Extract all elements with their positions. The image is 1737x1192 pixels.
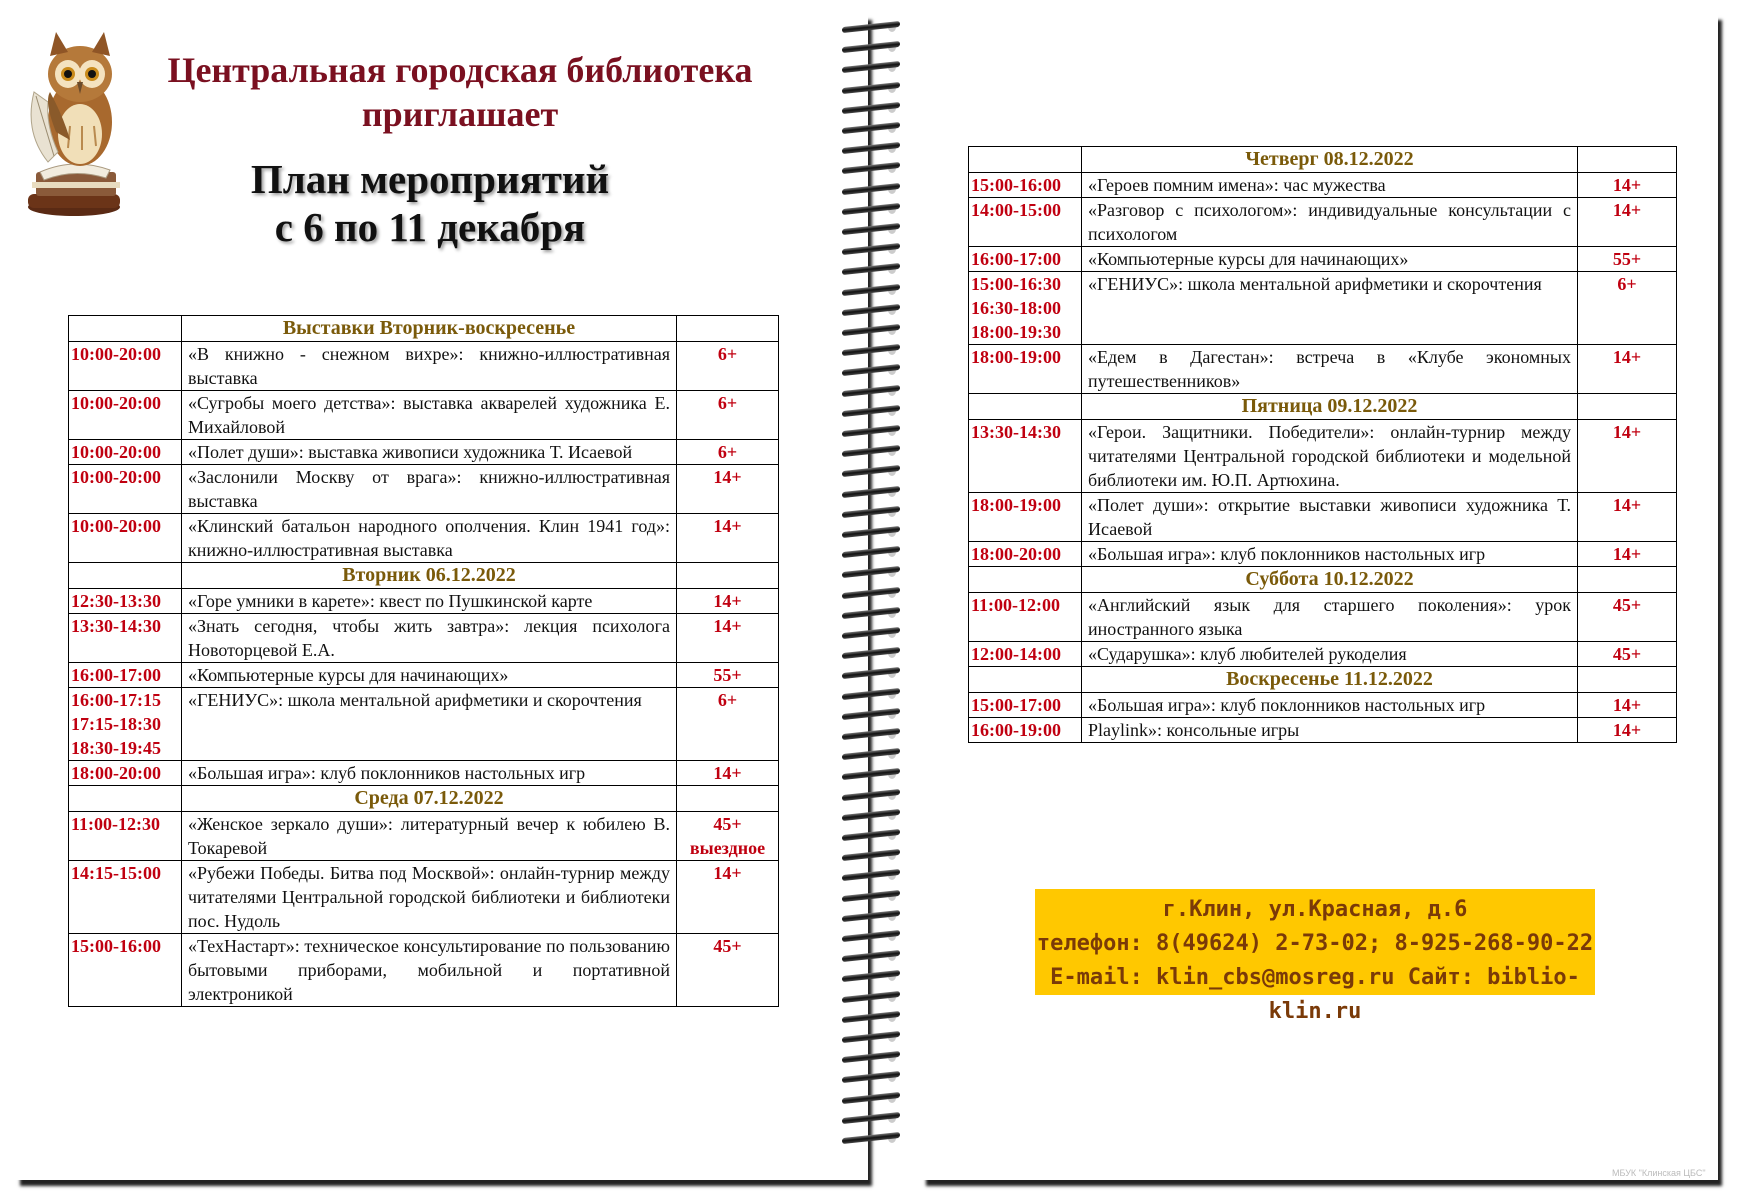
spiral-coil <box>842 123 900 133</box>
spiral-coil <box>842 749 900 759</box>
spiral-coil <box>842 527 900 537</box>
plan-title-line1: План мероприятий <box>250 156 610 202</box>
spiral-coil <box>842 1093 900 1103</box>
event-description: «В книжно - снежном вихре»: книжно-иллюстративная выставка <box>182 342 677 391</box>
library-name: Центральная городская библиотека <box>167 50 753 90</box>
event-time: 16:00-17:00 <box>969 247 1082 272</box>
table-row <box>969 693 1677 718</box>
spiral-coil <box>842 891 900 901</box>
event-description: «Сугробы моего детства»: выставка акварелей художника Е. Михайловой <box>182 391 677 440</box>
age-rating: 14+ <box>1578 493 1677 542</box>
spiral-coil <box>842 305 900 315</box>
event-description: «Клинский батальон народного ополчения. Клин 1941 год»: книжно-иллюстративная выставка <box>182 514 677 563</box>
spiral-coil <box>842 850 900 860</box>
plan-title-line2: с 6 по 11 декабря <box>274 204 586 250</box>
event-time: 13:30-14:30 <box>69 614 182 663</box>
event-description: «Компьютерные курсы для начинающих» <box>182 663 677 688</box>
spiral-coil <box>842 406 900 416</box>
spiral-coil <box>842 588 900 598</box>
table-row <box>969 173 1677 198</box>
event-description: «Заслонили Москву от врага»: книжно-иллюстративная выставка <box>182 465 677 514</box>
event-time: 10:00-20:00 <box>69 514 182 563</box>
spiral-coil <box>842 184 900 194</box>
table-row <box>69 589 779 614</box>
event-time: 14:00-15:00 <box>969 198 1082 247</box>
section-title: Вторник 06.12.2022 <box>182 563 677 589</box>
event-description: «Героев помним имена»: час мужества <box>1082 173 1578 198</box>
event-description: «Герои. Защитники. Победители»: онлайн-турнир между читателями Центральной городской библиотеки и модельной библиотеки им. Ю.П. Артюхина. <box>1082 420 1578 493</box>
invites-text: приглашает <box>361 94 559 134</box>
age-rating: 6+ <box>677 342 779 391</box>
contact-info-box <box>1035 889 1595 1024</box>
event-time: 16:00-17:00 <box>69 663 182 688</box>
age-rating: 45+ <box>1578 593 1677 642</box>
spiral-coil <box>842 769 900 779</box>
spiral-coil <box>842 608 900 618</box>
spiral-coil <box>842 22 900 32</box>
spiral-coil <box>842 830 900 840</box>
age-rating: 14+ <box>1578 693 1677 718</box>
age-rating: 55+ <box>1578 247 1677 272</box>
event-time: 15:00-16:00 <box>969 173 1082 198</box>
table-row <box>69 934 779 1007</box>
section-title: Среда 07.12.2022 <box>182 786 677 812</box>
spiral-coil <box>842 931 900 941</box>
contact-web: E-mail: klin_cbs@mosreg.ru Сайт: biblio-klin.ru <box>1050 965 1580 1024</box>
section-header-exhibitions <box>69 316 779 342</box>
age-rating: 14+ <box>1578 345 1677 394</box>
spiral-coil <box>842 1052 900 1062</box>
event-description: «Большая игра»: клуб поклонников настольных игр <box>1082 693 1578 718</box>
age-rating: 55+ <box>677 663 779 688</box>
section-title: Суббота 10.12.2022 <box>1082 567 1578 593</box>
age-rating: 14+ <box>1578 718 1677 743</box>
section-title: Пятница 09.12.2022 <box>1082 394 1578 420</box>
event-description: «ТехНастарт»: техническое консультирование по пользованию бытовыми приборами, мобильной и портативной электроникой <box>182 934 677 1007</box>
spiral-coil <box>842 365 900 375</box>
event-time: 15:00-16:30 <box>971 274 1061 294</box>
contact-address: г.Клин, ул.Красная, д.6 <box>1162 897 1468 922</box>
spiral-coil <box>842 1032 900 1042</box>
event-description: «Сударушка»: клуб любителей рукоделия <box>1082 642 1578 667</box>
event-time: 10:00-20:00 <box>69 465 182 514</box>
age-rating: 45+ <box>677 934 779 1007</box>
event-description: «Женское зеркало души»: литературный вечер к юбилею В. Токаревой <box>182 812 677 861</box>
table-row <box>69 391 779 440</box>
event-time: 18:00-20:00 <box>69 761 182 786</box>
table-row <box>969 198 1677 247</box>
plan-title <box>130 155 730 251</box>
event-description: «Рубежи Победы. Битва под Москвой»: онлайн-турнир между читателями Центральной городской библиотеки и библиотеки пос. Нудоль <box>182 861 677 934</box>
event-time: 18:00-19:30 <box>971 322 1061 342</box>
table-row <box>69 761 779 786</box>
spiral-coil <box>842 790 900 800</box>
spiral-coil <box>842 951 900 961</box>
spiral-coil <box>842 143 900 153</box>
spiral-coil <box>842 709 900 719</box>
section-title: Выставки Вторник-воскресенье <box>182 316 677 342</box>
event-time: 18:00-19:00 <box>969 493 1082 542</box>
age-rating <box>677 812 779 861</box>
event-description: «Английский язык для старшего поколения»: урок иностранного языка <box>1082 593 1578 642</box>
spiral-coil <box>842 567 900 577</box>
contact-phone: телефон: 8(49624) 2-73-02; 8-925-268-90-22 <box>1036 931 1594 956</box>
table-row <box>969 593 1677 642</box>
spiral-coil <box>842 325 900 335</box>
age-rating: 14+ <box>677 761 779 786</box>
event-time: 10:00-20:00 <box>69 342 182 391</box>
section-header-sunday <box>969 667 1677 693</box>
spiral-coil <box>842 103 900 113</box>
age-rating: 6+ <box>677 440 779 465</box>
spiral-coil <box>842 264 900 274</box>
age-rating: 6+ <box>677 391 779 440</box>
event-times <box>969 272 1082 345</box>
spiral-coil <box>842 204 900 214</box>
event-description: «Едем в Дагестан»: встреча в «Клубе экономных путешественников» <box>1082 345 1578 394</box>
spiral-coil <box>842 1012 900 1022</box>
spiral-coil <box>842 668 900 678</box>
spiral-coil <box>842 507 900 517</box>
age-rating: 14+ <box>1578 198 1677 247</box>
age-rating: 14+ <box>677 465 779 514</box>
table-row <box>969 718 1677 743</box>
spiral-coil <box>842 83 900 93</box>
event-description: «ГЕНИУС»: школа ментальной арифметики и скорочтения <box>182 688 677 761</box>
table-row <box>969 247 1677 272</box>
spiral-coil <box>842 62 900 72</box>
table-row <box>969 345 1677 394</box>
event-time: 11:00-12:00 <box>969 593 1082 642</box>
age-rating: 14+ <box>677 614 779 663</box>
spiral-coil <box>842 285 900 295</box>
table-row <box>69 812 779 861</box>
spiral-coil <box>842 547 900 557</box>
spiral-coil <box>842 244 900 254</box>
spiral-coil <box>842 971 900 981</box>
table-row <box>69 663 779 688</box>
spiral-coil <box>842 386 900 396</box>
spiral-coil <box>842 870 900 880</box>
event-time: 12:00-14:00 <box>969 642 1082 667</box>
table-row <box>69 688 779 761</box>
age-rating: 14+ <box>677 514 779 563</box>
event-description: Playlink»: консольные игры <box>1082 718 1578 743</box>
age-rating: 6+ <box>1578 272 1677 345</box>
event-description: «Большая игра»: клуб поклонников настольных игр <box>182 761 677 786</box>
table-row <box>969 493 1677 542</box>
spiral-coil <box>842 810 900 820</box>
spiral-coil <box>842 911 900 921</box>
event-description: «Разговор с психологом»: индивидуальные консультации с психологом <box>1082 198 1578 247</box>
spiral-coil <box>842 345 900 355</box>
table-row <box>69 861 779 934</box>
section-title: Четверг 08.12.2022 <box>1082 147 1578 173</box>
spiral-coil <box>842 224 900 234</box>
event-description: «Компьютерные курсы для начинающих» <box>1082 247 1578 272</box>
footer-watermark: МБУК "Клинская ЦБС" <box>1612 1168 1706 1178</box>
event-time: 10:00-20:00 <box>69 440 182 465</box>
event-description: «Полет души»: открытие выставки живописи художника Т. Исаевой <box>1082 493 1578 542</box>
section-title: Воскресенье 11.12.2022 <box>1082 667 1578 693</box>
age-rating: 14+ <box>677 589 779 614</box>
event-time: 15:00-17:00 <box>969 693 1082 718</box>
spiral-coil <box>842 1133 900 1143</box>
spiral-coil <box>842 466 900 476</box>
spiral-coil <box>842 42 900 52</box>
spiral-coil <box>842 729 900 739</box>
table-row <box>969 542 1677 567</box>
event-time: 13:30-14:30 <box>969 420 1082 493</box>
event-time: 18:00-20:00 <box>969 542 1082 567</box>
event-description: «Полет души»: выставка живописи художника Т. Исаевой <box>182 440 677 465</box>
event-time: 14:15-15:00 <box>69 861 182 934</box>
spiral-binding <box>838 22 904 1162</box>
event-description: «Горе умники в карете»: квест по Пушкинской карте <box>182 589 677 614</box>
event-time: 17:15-18:30 <box>71 714 161 734</box>
age-note: выездное <box>689 838 766 858</box>
event-description: «Большая игра»: клуб поклонников настольных игр <box>1082 542 1578 567</box>
table-row <box>969 642 1677 667</box>
age-rating: 6+ <box>677 688 779 761</box>
event-description: «ГЕНИУС»: школа ментальной арифметики и скорочтения <box>1082 272 1578 345</box>
age-rating: 14+ <box>1578 173 1677 198</box>
age-rating: 14+ <box>1578 420 1677 493</box>
spiral-coil <box>842 1113 900 1123</box>
section-header-saturday <box>969 567 1677 593</box>
event-times <box>69 688 182 761</box>
table-row <box>69 342 779 391</box>
table-row <box>69 514 779 563</box>
event-description: «Знать сегодня, чтобы жить завтра»: лекция психолога Новоторцевой Е.А. <box>182 614 677 663</box>
owl-illustration <box>14 22 126 217</box>
event-time: 10:00-20:00 <box>69 391 182 440</box>
section-header-tuesday <box>69 563 779 589</box>
age-rating: 45+ <box>1578 642 1677 667</box>
event-time: 16:00-19:00 <box>969 718 1082 743</box>
table-row <box>69 614 779 663</box>
spiral-coil <box>842 487 900 497</box>
spiral-coil <box>842 426 900 436</box>
spiral-coil <box>842 628 900 638</box>
section-header-wednesday <box>69 786 779 812</box>
spiral-coil <box>842 992 900 1002</box>
table-row <box>969 420 1677 493</box>
spiral-coil <box>842 689 900 699</box>
left-schedule-table <box>68 315 779 1007</box>
section-header-thursday <box>969 147 1677 173</box>
event-time: 18:30-19:45 <box>71 738 161 758</box>
event-time: 12:30-13:30 <box>69 589 182 614</box>
event-time: 18:00-19:00 <box>969 345 1082 394</box>
table-row <box>69 465 779 514</box>
event-time: 16:00-17:15 <box>71 690 161 710</box>
event-time: 15:00-16:00 <box>69 934 182 1007</box>
event-time: 11:00-12:30 <box>69 812 182 861</box>
spiral-coil <box>842 446 900 456</box>
spiral-coil <box>842 648 900 658</box>
spiral-coil <box>842 163 900 173</box>
spiral-coil <box>842 1072 900 1082</box>
age-value: 45+ <box>713 814 742 834</box>
table-row <box>969 272 1677 345</box>
event-time: 16:30-18:00 <box>971 298 1061 318</box>
age-rating: 14+ <box>677 861 779 934</box>
age-rating: 14+ <box>1578 542 1677 567</box>
table-row <box>69 440 779 465</box>
right-schedule-table <box>968 146 1677 743</box>
section-header-friday <box>969 394 1677 420</box>
